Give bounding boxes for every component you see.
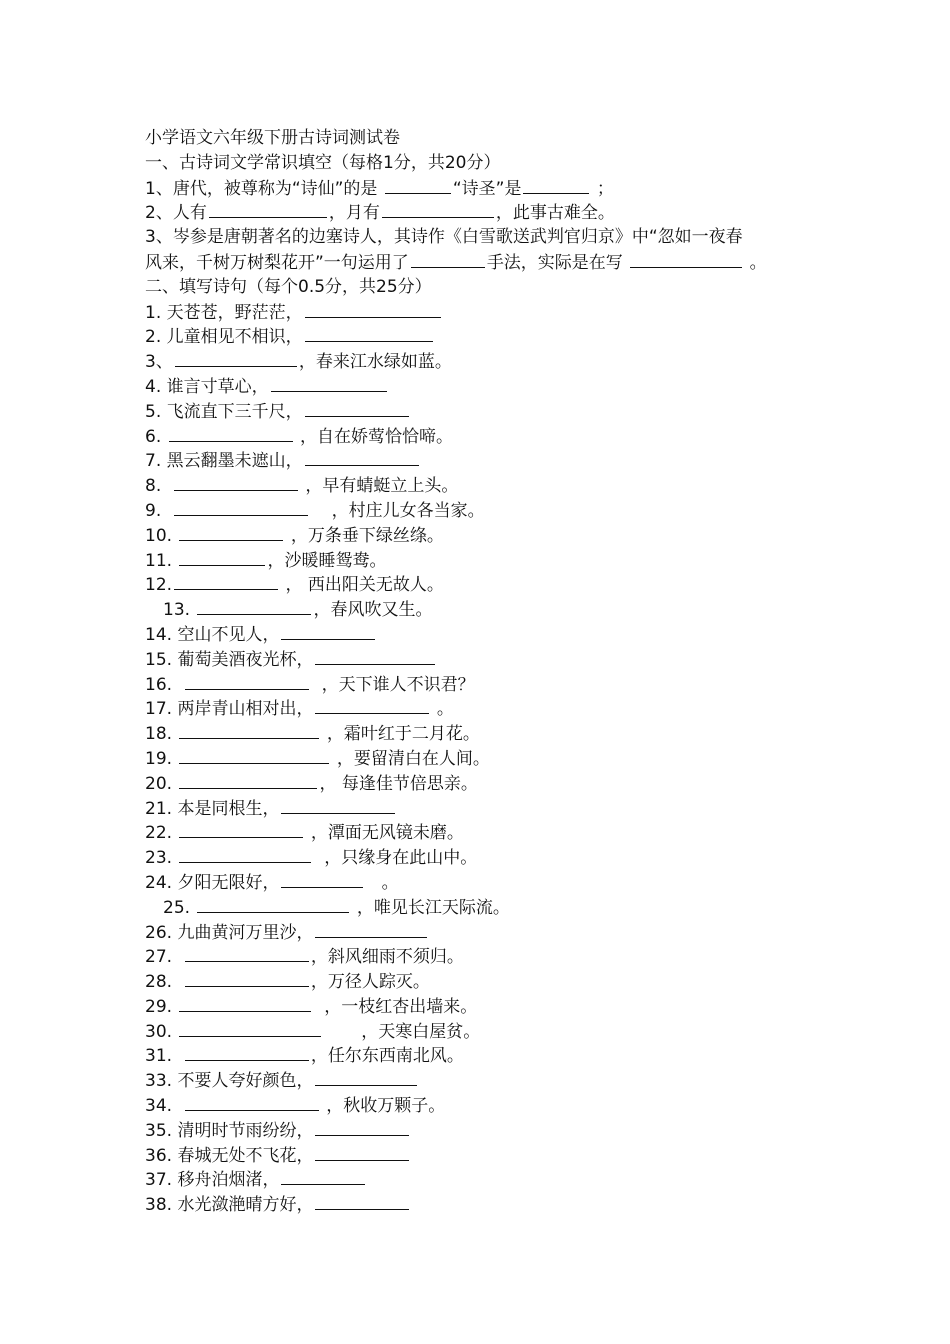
- fill-item: [145, 771, 835, 796]
- question-text: ，此事古难全。: [495, 203, 615, 224]
- fill-item: [145, 870, 835, 895]
- fill-item-text: ，任尔东西南北风。: [310, 1046, 464, 1067]
- fill-item-text: ，春风吹又生。: [313, 600, 433, 621]
- answer-blank[interactable]: [382, 200, 494, 218]
- fill-item: [145, 448, 835, 473]
- fill-item-text: 。: [365, 872, 399, 893]
- fill-item: [145, 746, 835, 771]
- question-2: [145, 200, 835, 225]
- answer-blank[interactable]: [179, 820, 303, 838]
- fill-item: [145, 523, 835, 548]
- answer-blank[interactable]: [174, 498, 308, 516]
- fill-item: [145, 1167, 835, 1192]
- fill-item: [145, 944, 835, 969]
- answer-blank[interactable]: [185, 1093, 319, 1111]
- fill-item-text: 23.: [145, 848, 178, 869]
- fill-item-text: 22.: [145, 823, 178, 844]
- answer-blank[interactable]: [315, 920, 427, 938]
- answer-blank[interactable]: [305, 300, 441, 318]
- answer-blank[interactable]: [209, 200, 327, 218]
- fill-item-text: ，春来江水绿如蓝。: [298, 352, 452, 373]
- answer-blank[interactable]: [315, 647, 435, 665]
- question-text: 风来，千树万树梨花开”一句运用了: [145, 252, 409, 273]
- fill-item-text: 25.: [163, 897, 196, 918]
- fill-item: [145, 672, 835, 697]
- fill-item-text: 27.: [145, 947, 183, 968]
- fill-item: [145, 994, 835, 1019]
- fill-item: [145, 1118, 835, 1143]
- fill-item: [145, 796, 835, 821]
- answer-blank[interactable]: [281, 870, 363, 888]
- answer-blank[interactable]: [305, 448, 419, 466]
- fill-item: [145, 1093, 835, 1118]
- fill-item: [145, 895, 835, 920]
- fill-item-text: 7. 黑云翻墨未遮山，: [145, 451, 303, 472]
- fill-item-text: 6.: [145, 426, 167, 447]
- answer-blank[interactable]: [411, 250, 485, 268]
- fill-item: [145, 1068, 835, 1093]
- answer-blank[interactable]: [385, 176, 451, 194]
- fill-item: [145, 1192, 835, 1217]
- answer-blank[interactable]: [179, 771, 317, 789]
- answer-blank[interactable]: [315, 1118, 409, 1136]
- answer-blank[interactable]: [523, 176, 589, 194]
- fill-item-text: 24. 夕阳无限好，: [145, 872, 280, 893]
- question-text: ；: [591, 178, 614, 199]
- fill-item-text: ，一枝红杏出墙来。: [313, 996, 478, 1017]
- fill-item: [145, 1019, 835, 1044]
- answer-blank[interactable]: [175, 349, 297, 367]
- fill-item-text: ，要留清白在人间。: [331, 748, 490, 769]
- question-text: 手法，实际是在写: [486, 252, 629, 273]
- answer-blank[interactable]: [179, 1019, 321, 1037]
- fill-item-text: 1. 天苍苍，野茫茫，: [145, 302, 303, 323]
- answer-blank[interactable]: [185, 969, 309, 987]
- fill-item: [145, 399, 835, 424]
- fill-item-text: ，唯见长江天际流。: [351, 897, 510, 918]
- answer-blank[interactable]: [197, 895, 349, 913]
- answer-blank[interactable]: [305, 399, 409, 417]
- fill-item-text: 8.: [145, 476, 173, 497]
- fill-item-text: 。: [431, 699, 454, 720]
- fill-item: [145, 820, 835, 845]
- question-text: “诗圣”是: [452, 178, 522, 199]
- fill-item-text: 20.: [145, 773, 178, 794]
- answer-blank[interactable]: [281, 1167, 365, 1185]
- fill-item-text: 33. 不要人夸好颜色，: [145, 1071, 314, 1092]
- fill-item-text: ，斜风细雨不须归。: [310, 947, 464, 968]
- fill-item-text: ，万径人踪灭。: [310, 972, 430, 993]
- answer-blank[interactable]: [305, 324, 433, 342]
- answer-blank[interactable]: [315, 1192, 409, 1210]
- question-1: [145, 176, 835, 201]
- fill-item-text: 15. 葡萄美酒夜光杯，: [145, 649, 314, 670]
- fill-item-text: ，霜叶红于二月花。: [321, 724, 480, 745]
- fill-item-text: 11.: [145, 550, 178, 571]
- answer-blank[interactable]: [185, 1043, 309, 1061]
- fill-item-text: 17. 两岸青山相对出，: [145, 699, 314, 720]
- fill-item: [145, 920, 835, 945]
- fill-item-text: 18.: [145, 724, 178, 745]
- answer-blank[interactable]: [179, 845, 311, 863]
- fill-item-text: 35. 清明时节雨纷纷，: [145, 1120, 314, 1141]
- answer-blank[interactable]: [271, 374, 387, 392]
- fill-item-text: ，潭面无风镜未磨。: [305, 823, 464, 844]
- fill-item: [145, 300, 835, 325]
- fill-item: [145, 845, 835, 870]
- fill-item-text: 37. 移舟泊烟渚，: [145, 1170, 280, 1191]
- fill-item-text: 5. 飞流直下三千尺，: [145, 401, 303, 422]
- fill-item: [145, 349, 835, 374]
- fill-item-text: ，自在娇莺恰恰啼。: [294, 426, 454, 447]
- section2-heading: 二、填写诗句（每个0.5分，共25分）: [145, 276, 432, 297]
- answer-blank[interactable]: [179, 523, 283, 541]
- fill-item: [145, 498, 835, 523]
- answer-blank[interactable]: [179, 721, 319, 739]
- fill-item-text: 36. 春城无处不飞花，: [145, 1145, 314, 1166]
- question-3-line-1: 3、岑参是唐朝著名的边塞诗人，其诗作《白雪歌送武判官归京》中“忽如一夜春: [145, 227, 743, 248]
- answer-blank[interactable]: [185, 672, 309, 690]
- fill-in-list: [145, 300, 835, 1217]
- answer-blank[interactable]: [197, 597, 311, 615]
- fill-item-text: 3、: [145, 352, 173, 373]
- fill-item: [145, 473, 835, 498]
- answer-blank[interactable]: [315, 1143, 409, 1161]
- fill-item-text: 29.: [145, 996, 178, 1017]
- fill-item-text: 30.: [145, 1021, 178, 1042]
- fill-item-text: 10.: [145, 525, 178, 546]
- fill-item-text: 19.: [145, 748, 178, 769]
- page-title: 小学语文六年级下册古诗词测试卷: [145, 128, 400, 148]
- answer-blank[interactable]: [179, 548, 265, 566]
- answer-blank[interactable]: [281, 622, 375, 640]
- fill-item-text: 14. 空山不见人，: [145, 624, 280, 645]
- fill-item-text: ， 每逢佳节倍思亲。: [319, 773, 478, 794]
- fill-item-text: 13.: [163, 600, 196, 621]
- fill-item: [145, 324, 835, 349]
- fill-item-text: ，天下谁人不识君？: [310, 674, 475, 695]
- fill-item: [145, 696, 835, 721]
- fill-item-text: ，早有蜻蜓立上头。: [300, 476, 459, 497]
- fill-item-text: ，天寒白屋贫。: [323, 1021, 481, 1042]
- question-text: 1、唐代，被尊称为“诗仙”的是: [145, 178, 383, 199]
- question-3-line-2: [145, 250, 835, 275]
- answer-blank[interactable]: [185, 944, 309, 962]
- question-text: ，月有: [328, 203, 380, 224]
- answer-blank[interactable]: [315, 696, 429, 714]
- fill-item-text: 28.: [145, 972, 183, 993]
- fill-item-text: 4. 谁言寸草心，: [145, 376, 269, 397]
- fill-item-text: 2. 儿童相见不相识，: [145, 327, 303, 348]
- fill-item: [145, 647, 835, 672]
- question-text: 。: [744, 252, 767, 273]
- fill-item-text: 31.: [145, 1046, 183, 1067]
- fill-item-text: 34.: [145, 1096, 183, 1117]
- answer-blank[interactable]: [169, 424, 293, 442]
- fill-item-text: ，万条垂下绿丝绦。: [285, 525, 444, 546]
- fill-item-text: 9.: [145, 500, 173, 521]
- exam-content: [145, 126, 835, 1217]
- question-text: 2、人有: [145, 203, 207, 224]
- fill-item: [145, 622, 835, 647]
- fill-item-text: ，沙暖睡鸳鸯。: [267, 550, 387, 571]
- fill-item-text: 21. 本是同根生，: [145, 798, 280, 819]
- fill-item: [145, 374, 835, 399]
- fill-item: [145, 1043, 835, 1068]
- answer-blank[interactable]: [174, 572, 278, 590]
- fill-item: [145, 969, 835, 994]
- fill-item: [145, 572, 835, 597]
- answer-blank[interactable]: [179, 746, 329, 764]
- fill-item: [145, 721, 835, 746]
- fill-item-text: ，只缘身在此山中。: [313, 848, 478, 869]
- answer-blank[interactable]: [281, 796, 395, 814]
- fill-item-text: ，秋收万颗子。: [320, 1096, 446, 1117]
- fill-item-text: 26. 九曲黄河万里沙，: [145, 922, 314, 943]
- fill-item: [145, 597, 835, 622]
- fill-item-text: ，村庄儿女各当家。: [310, 500, 485, 521]
- fill-item: [145, 1143, 835, 1168]
- fill-item: [145, 548, 835, 573]
- answer-blank[interactable]: [315, 1068, 417, 1086]
- fill-item-text: 12.: [145, 575, 173, 596]
- fill-item-text: 16.: [145, 674, 183, 695]
- answer-blank[interactable]: [174, 473, 298, 491]
- answer-blank[interactable]: [630, 250, 742, 268]
- fill-item-text: 38. 水光潋滟晴方好，: [145, 1195, 314, 1216]
- answer-blank[interactable]: [179, 994, 311, 1012]
- section1-heading: 一、古诗词文学常识填空（每格1分，共20分）: [145, 152, 501, 173]
- fill-item: [145, 424, 835, 449]
- fill-item-text: ， 西出阳关无故人。: [280, 575, 444, 596]
